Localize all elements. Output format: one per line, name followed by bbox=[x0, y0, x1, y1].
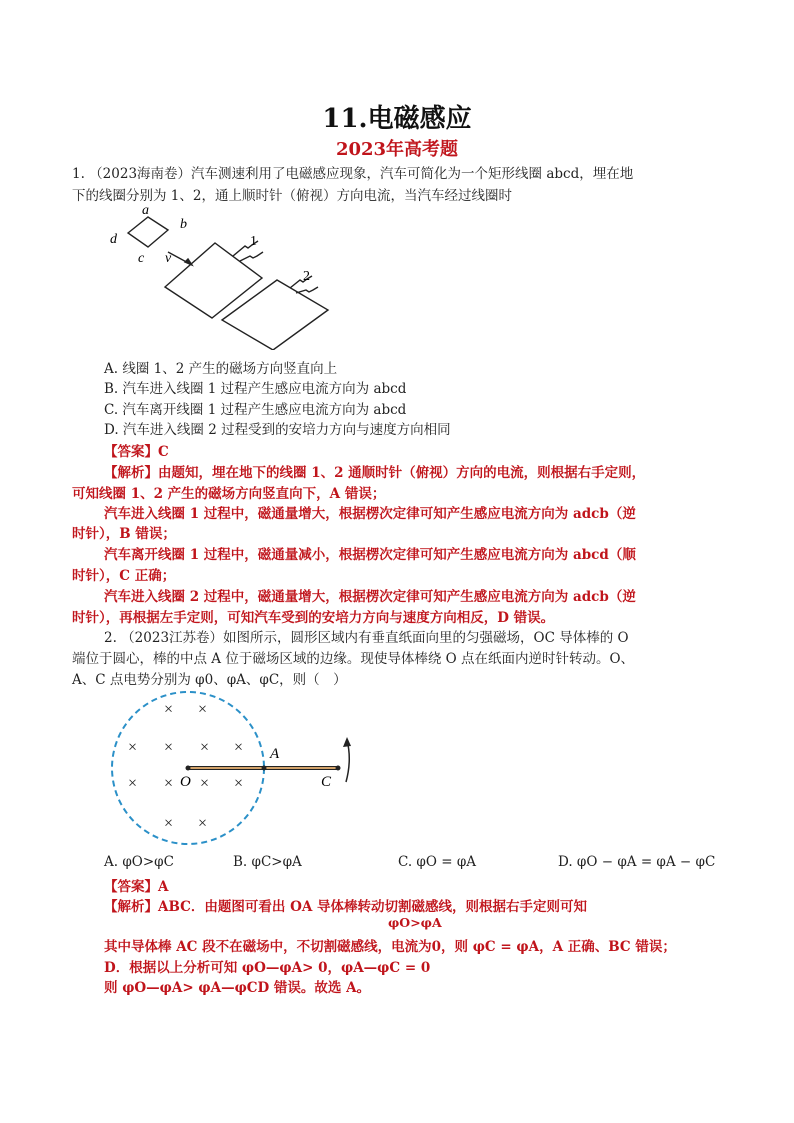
q2-stem-line3: A、C 点电势分别为 φ0、φA、φC，则（ ） bbox=[72, 672, 347, 688]
label-coil-1: 1 bbox=[250, 234, 257, 249]
q2-option-a: A. φO>φC bbox=[104, 854, 174, 870]
point-a bbox=[262, 766, 267, 771]
svg-text:×: × bbox=[198, 815, 208, 832]
q1-stem-line2: 下的线圈分别为 1、2，通上顺时针（俯视）方向电流，当汽车经过线圈时 bbox=[72, 188, 512, 204]
q2-analysis-line4: 则 φO—φA> φA—φCD 错误。故选 A。 bbox=[104, 980, 371, 996]
svg-text:×: × bbox=[234, 775, 244, 792]
q1-option-b: B. 汽车进入线圈 1 过程产生感应电流方向为 abcd bbox=[104, 381, 407, 397]
svg-text:×: × bbox=[234, 739, 244, 756]
q2-answer: 【答案】A bbox=[104, 879, 169, 895]
q2-option-d: D. φO − φA = φA − φC bbox=[558, 854, 716, 870]
label-c: c bbox=[138, 251, 145, 266]
svg-text:×: × bbox=[164, 775, 174, 792]
label-coil-2: 2 bbox=[303, 269, 310, 284]
q1-analysis-line2: 可知线圈 1、2 产生的磁场方向竖直向下，A 错误； bbox=[72, 486, 386, 502]
q1-analysis-line3: 汽车进入线圈 1 过程中，磁通量增大，根据楞次定律可知产生感应电流方向为 adcb（逆 bbox=[104, 506, 636, 522]
q1-option-d: D. 汽车进入线圈 2 过程受到的安培力方向与速度方向相同 bbox=[104, 422, 451, 438]
coil-1 bbox=[165, 243, 262, 318]
label-v: v bbox=[165, 251, 172, 266]
car-coil bbox=[128, 217, 168, 247]
q1-answer: 【答案】C bbox=[104, 444, 169, 460]
point-o bbox=[186, 766, 191, 771]
point-c bbox=[336, 766, 341, 771]
q2-stem-line1: 2. （2023江苏卷）如图所示，圆形区域内有垂直纸面向里的匀强磁场，OC 导体棒的 O bbox=[104, 630, 629, 646]
q2-stem-line2: 端位于圆心，棒的中点 A 位于磁场区域的边缘。现使导体棒绕 O 点在纸面内逆时针转动。O、 bbox=[72, 651, 635, 667]
q2-option-b: B. φC>φA bbox=[233, 854, 302, 870]
svg-text:×: × bbox=[128, 739, 138, 756]
label-a: a bbox=[142, 203, 149, 218]
q1-analysis-line1: 【解析】由题知，埋在地下的线圈 1、2 通顺时针（俯视）方向的电流，则根据右手定则， bbox=[104, 465, 646, 481]
q2-analysis-line1: 【解析】ABC．由题图可看出 OA 导体棒转动切割磁感线，则根据右手定则可知 bbox=[104, 899, 588, 915]
q1-analysis-line5: 汽车离开线圈 1 过程中，磁通量减小，根据楞次定律可知产生感应电流方向为 abcd（顺 bbox=[104, 547, 636, 563]
q1-analysis-line7: 汽车进入线圈 2 过程中，磁通量增大，根据楞次定律可知产生感应电流方向为 adcb（逆 bbox=[104, 589, 636, 605]
svg-text:×: × bbox=[128, 775, 138, 792]
label-b: b bbox=[180, 217, 187, 232]
page-subtitle: 2023年高考题 bbox=[335, 139, 459, 160]
svg-text:×: × bbox=[200, 739, 210, 756]
q1-analysis-line4: 时针），B 错误； bbox=[72, 526, 176, 542]
label-d: d bbox=[110, 232, 117, 247]
label-o: O bbox=[180, 774, 191, 790]
svg-text:×: × bbox=[164, 739, 174, 756]
label-c: C bbox=[321, 774, 332, 790]
q1-option-c: C. 汽车离开线圈 1 过程产生感应电流方向为 abcd bbox=[104, 402, 407, 418]
q1-analysis-line6: 时针），C 正确； bbox=[72, 568, 176, 584]
q2-analysis-line2: 其中导体棒 AC 段不在磁场中，不切割磁感线，电流为0，则 φC = φA，A 正确、BC 错误； bbox=[104, 939, 676, 955]
q1-stem-line1: 1. （2023海南卷）汽车测速利用了电磁感应现象，汽车可简化为一个矩形线圈 abcd，埋在地 bbox=[72, 166, 634, 182]
q2-option-c: C. φO = φA bbox=[398, 854, 477, 870]
svg-text:×: × bbox=[198, 701, 208, 718]
label-a: A bbox=[270, 746, 280, 762]
q2-analysis-formula: φO>φA bbox=[388, 915, 442, 930]
svg-text:×: × bbox=[200, 775, 210, 792]
svg-text:×: × bbox=[164, 815, 174, 832]
q1-analysis-line8: 时针），再根据左手定则，可知汽车受到的安培力方向与速度方向相反，D 错误。 bbox=[72, 610, 555, 626]
q2-figure bbox=[100, 690, 370, 855]
svg-text:×: × bbox=[164, 701, 174, 718]
page-title: 11.电磁感应 bbox=[322, 104, 472, 134]
q1-figure bbox=[100, 200, 340, 350]
q2-analysis-line3: D．根据以上分析可知 φO—φA> 0，φA—φC = 0 bbox=[104, 960, 431, 976]
q1-option-a: A. 线圈 1、2 产生的磁场方向竖直向上 bbox=[104, 361, 338, 377]
